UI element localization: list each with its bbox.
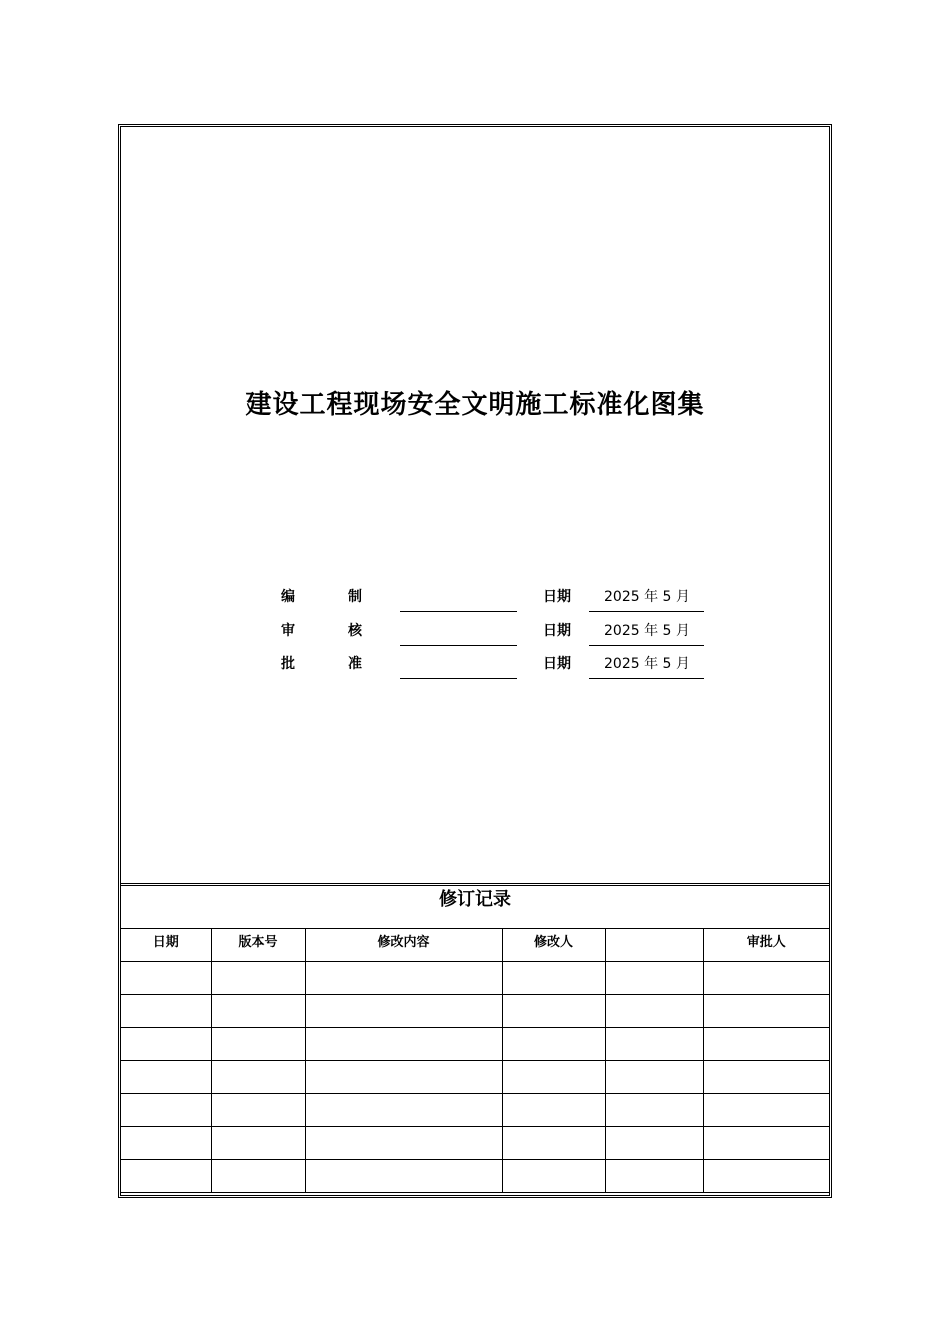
table-cell <box>305 1160 502 1193</box>
table-cell <box>211 995 305 1028</box>
table-row <box>121 1127 829 1160</box>
date-value: 2025 年 5 月 <box>604 656 690 672</box>
sig-label: 核 <box>348 623 362 639</box>
table-cell <box>605 1127 703 1160</box>
table-cell <box>703 962 829 995</box>
document-title: 建设工程现场安全文明施工标准化图集 <box>245 390 705 420</box>
sig-label: 制 <box>348 589 362 605</box>
revision-title: 修订记录 <box>439 889 511 910</box>
table-cell <box>121 1127 211 1160</box>
sig-label: 审 <box>281 623 295 639</box>
table-cell <box>211 1094 305 1127</box>
table-cell <box>502 1061 605 1094</box>
table-row <box>121 1160 829 1193</box>
table-cell <box>121 1160 211 1193</box>
revision-body <box>121 962 829 1193</box>
sig-label: 批 <box>281 656 295 672</box>
date-value: 2025 年 5 月 <box>604 589 690 605</box>
header-version: 版本号 <box>211 929 305 962</box>
sig-label: 准 <box>348 656 362 672</box>
revision-header-row <box>121 929 829 962</box>
table-cell <box>502 1094 605 1127</box>
signature-row-review <box>0 620 950 654</box>
table-cell <box>305 995 502 1028</box>
date-label: 日期 <box>543 656 571 672</box>
table-cell <box>502 995 605 1028</box>
table-cell <box>211 1160 305 1193</box>
table-cell <box>703 1127 829 1160</box>
table-cell <box>305 1028 502 1061</box>
table-cell <box>305 1094 502 1127</box>
table-cell <box>305 962 502 995</box>
table-cell <box>605 1160 703 1193</box>
header-content: 修改内容 <box>305 929 502 962</box>
table-cell <box>502 962 605 995</box>
date-line <box>589 645 704 646</box>
table-cell <box>121 1061 211 1094</box>
table-cell <box>703 1160 829 1193</box>
header-date: 日期 <box>121 929 211 962</box>
table-cell <box>211 1127 305 1160</box>
table-cell <box>502 1160 605 1193</box>
date-line <box>589 611 704 612</box>
table-cell <box>605 1028 703 1061</box>
date-label: 日期 <box>543 589 571 605</box>
table-cell <box>121 962 211 995</box>
table-cell <box>502 1028 605 1061</box>
table-cell <box>605 1061 703 1094</box>
table-cell <box>703 1028 829 1061</box>
table-row <box>121 1061 829 1094</box>
table-cell <box>502 1127 605 1160</box>
header-approver: 审批人 <box>703 929 829 962</box>
table-cell <box>305 1061 502 1094</box>
table-row <box>121 995 829 1028</box>
table-cell <box>121 1028 211 1061</box>
table-cell <box>121 995 211 1028</box>
table-cell <box>605 962 703 995</box>
table-cell <box>211 1061 305 1094</box>
table-cell <box>305 1127 502 1160</box>
table-cell <box>211 962 305 995</box>
table-cell <box>703 995 829 1028</box>
table-cell <box>605 1094 703 1127</box>
table-cell <box>121 1094 211 1127</box>
table-row <box>121 962 829 995</box>
date-line <box>589 678 704 679</box>
table-row <box>121 1028 829 1061</box>
sig-label: 编 <box>281 589 295 605</box>
table-cell <box>211 1028 305 1061</box>
table-cell <box>703 1061 829 1094</box>
signature-row-compile <box>0 586 950 620</box>
table-cell <box>703 1094 829 1127</box>
date-label: 日期 <box>543 623 571 639</box>
table-cell <box>605 995 703 1028</box>
header-modifier: 修改人 <box>502 929 605 962</box>
signature-row-approve <box>0 653 950 687</box>
table-row <box>121 1094 829 1127</box>
revision-table <box>121 928 829 1193</box>
date-value: 2025 年 5 月 <box>604 623 690 639</box>
signature-line <box>400 611 517 612</box>
header-blank <box>605 929 703 962</box>
signature-line <box>400 645 517 646</box>
signature-line <box>400 678 517 679</box>
